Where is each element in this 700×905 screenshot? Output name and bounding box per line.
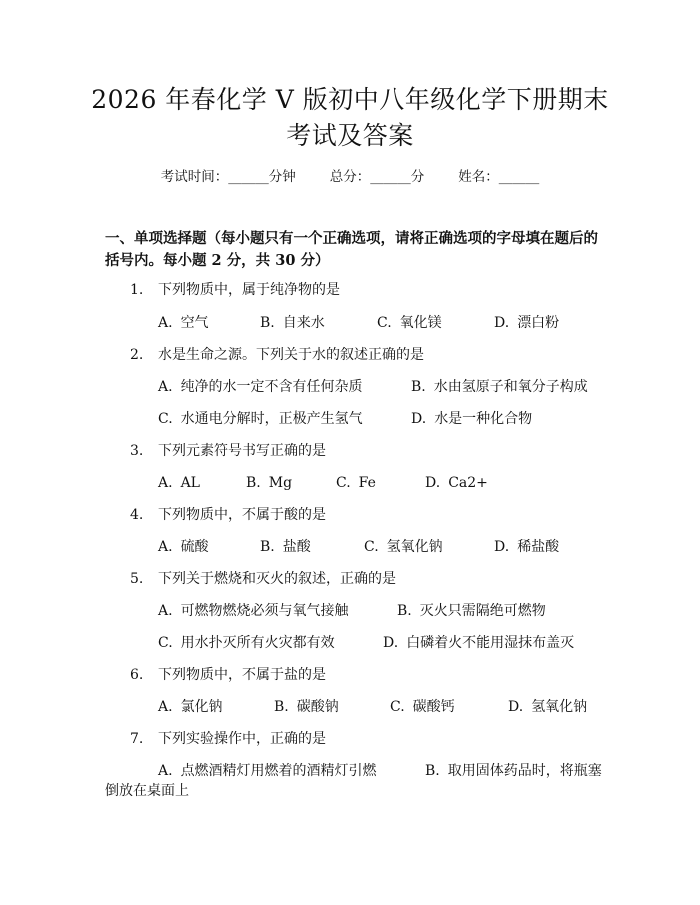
question-6 [130,665,326,685]
exam-title-line-1: 2026 年春化学 V 版初中八年级化学下册期末 [91,85,609,114]
option-c: C. 碳酸钙 [390,699,455,715]
option-b: B. 盐酸 [260,539,311,555]
question-number: 4. [130,507,144,523]
question-4 [130,505,326,525]
question-number: 7. [130,731,144,747]
option-b: B. 取用固体药品时，将瓶塞 [425,763,602,779]
option-d: D. 稀盐酸 [494,539,560,555]
option-a: A. 可燃物燃烧必须与氧气接触 [158,603,349,619]
option-c: C. Fe [336,475,376,491]
option-d: D. 氢氧化钠 [508,699,588,715]
question-number: 1. [130,282,144,298]
question-text: 水是生命之源。下列关于水的叙述正确的是 [158,347,424,363]
question-number: 6. [130,667,144,683]
question-1 [130,280,340,300]
question-3 [130,441,326,461]
question-text: 下列实验操作中，正确的是 [158,731,326,747]
option-c: C. 用水扑灭所有火灾都有效 [158,635,335,651]
option-a: A. 硫酸 [158,539,209,555]
option-c: C. 水通电分解时，正极产生氢气 [158,411,363,427]
option-d: D. 白磷着火不能用湿抹布盖灭 [383,635,575,651]
option-a: A. AL [158,475,200,491]
option-b: B. 水由氢原子和氧分子构成 [411,379,588,395]
option-b: B. Mg [246,475,293,491]
total-score-field: 总分：______分 [329,169,425,185]
option-b: B. 碳酸钠 [274,699,339,715]
option-b-continuation: 倒放在桌面上 [105,783,189,799]
exam-title-line-2: 考试及答案 [286,121,414,150]
option-d: D. Ca2+ [425,475,488,491]
exam-time-field: 考试时间：______分钟 [160,169,296,185]
question-text: 下列关于燃烧和灭火的叙述，正确的是 [158,571,396,587]
question-number: 2. [130,347,144,363]
option-b: B. 自来水 [260,315,325,331]
option-c: C. 氢氧化钠 [364,539,443,555]
option-a: A. 氯化钠 [158,699,223,715]
question-text: 下列物质中，不属于盐的是 [158,667,326,683]
question-7 [130,729,326,749]
student-name-field: 姓名：______ [458,169,540,185]
option-d: D. 水是一种化合物 [411,411,533,427]
question-number: 5. [130,571,144,587]
option-a: A. 点燃酒精灯用燃着的酒精灯引燃 [158,763,377,779]
option-a: A. 纯净的水一定不含有任何杂质 [158,379,363,395]
option-c: C. 氧化镁 [377,315,442,331]
section-heading: 一、单项选择题（每小题只有一个正确选项，请将正确选项的字母填在题后的括号内。每小题 2 分，共 30 分） [105,230,598,269]
question-text: 下列元素符号书写正确的是 [158,443,326,459]
question-number: 3. [130,443,144,459]
exam-meta [0,167,700,187]
question-text: 下列物质中，属于纯净物的是 [158,282,340,298]
question-2 [130,345,424,365]
question-5 [130,569,396,589]
option-d: D. 漂白粉 [494,315,560,331]
option-b: B. 灭火只需隔绝可燃物 [397,603,546,619]
option-a: A. 空气 [158,315,209,331]
question-text: 下列物质中，不属于酸的是 [158,507,326,523]
